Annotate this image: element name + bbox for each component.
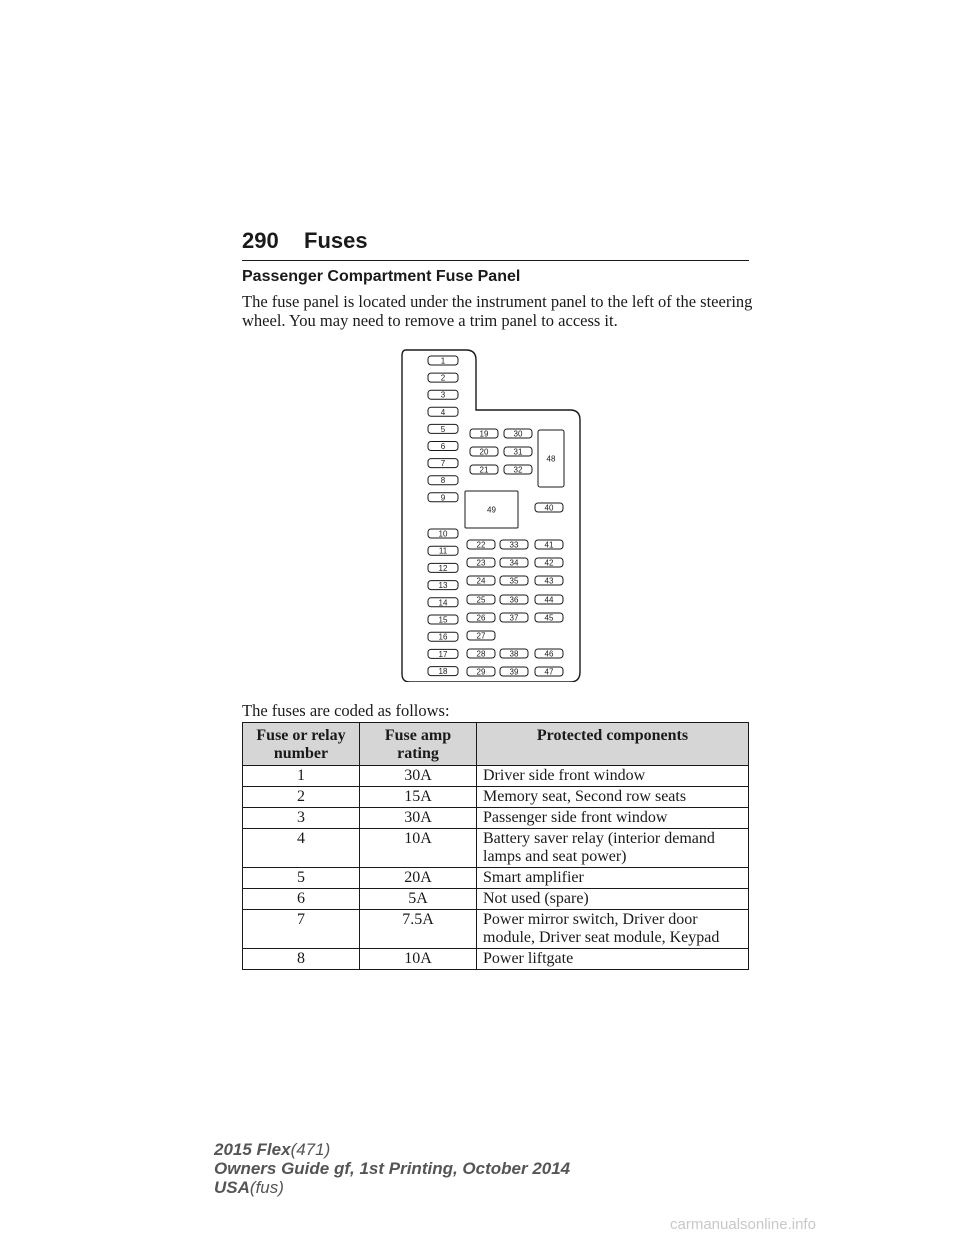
relay-49-label: 49	[487, 505, 496, 515]
fuse-number: 2	[243, 787, 360, 808]
footer-model: 2015 Flex	[214, 1140, 291, 1159]
fuse-20	[470, 447, 498, 457]
fuse-1-label: 1	[440, 356, 446, 366]
fuse-34-label: 34	[509, 558, 519, 568]
fuse-11-label: 11	[438, 546, 448, 556]
fuse-13	[428, 581, 458, 591]
amp-rating: 10A	[360, 829, 477, 868]
protected-components: Battery saver relay (interior demand lamps and seat power)	[477, 829, 749, 868]
footer-guide: Owners Guide gf, 1st Printing, October 2014	[214, 1159, 571, 1178]
fuse-6	[428, 442, 458, 452]
fuse-43	[535, 576, 563, 586]
fuse-8	[428, 476, 458, 486]
fuse-37-label: 37	[509, 613, 519, 623]
fuse-16	[428, 632, 458, 642]
fuse-number: 4	[243, 829, 360, 868]
panel-subheading: Passenger Compartment Fuse Panel	[242, 268, 521, 285]
fuse-18-label: 18	[438, 667, 448, 677]
table-row	[243, 949, 749, 970]
fuse-42	[535, 558, 563, 568]
protected-components: Power liftgate	[477, 949, 749, 970]
fuse-22-label: 22	[476, 540, 486, 550]
fuse-12	[428, 563, 458, 573]
fuse-33	[500, 540, 528, 550]
relay-49	[465, 491, 518, 528]
fuse-42-label: 42	[544, 558, 554, 568]
fuse-39	[500, 667, 528, 677]
table-header-row	[243, 723, 749, 766]
fuse-24-label: 24	[476, 576, 486, 586]
fuse-3	[428, 390, 458, 400]
fuse-31-label: 31	[513, 447, 523, 457]
fuse-14-label: 14	[438, 598, 448, 608]
fuse-32	[504, 465, 532, 475]
protected-components: Passenger side front window	[477, 808, 749, 829]
fuse-29-label: 29	[476, 667, 486, 677]
fuse-5	[428, 424, 458, 434]
page-footer	[214, 1140, 570, 1197]
page-header	[242, 228, 749, 261]
fuse-23	[467, 558, 495, 568]
amp-rating: 5A	[360, 889, 477, 910]
fuse-table	[242, 722, 749, 970]
fuse-37	[500, 613, 528, 623]
fuse-number: 1	[243, 766, 360, 787]
table-row	[243, 829, 749, 868]
fuse-38-label: 38	[509, 649, 519, 659]
fuse-22	[467, 540, 495, 550]
fuse-17-label: 17	[438, 649, 448, 659]
protected-components: Power mirror switch, Driver door module, Driver seat module, Keypad	[477, 910, 749, 949]
fuse-27	[467, 631, 495, 641]
fuse-43-label: 43	[544, 576, 554, 586]
fuse-41-label: 41	[544, 540, 554, 550]
fuse-2	[428, 373, 458, 383]
fuse-29	[467, 667, 495, 677]
table-row	[243, 889, 749, 910]
table-row	[243, 910, 749, 949]
fuse-6-label: 6	[440, 442, 446, 451]
fuse-45-label: 45	[544, 613, 554, 623]
amp-rating: 15A	[360, 787, 477, 808]
fuse-45	[535, 613, 563, 623]
table-row	[243, 787, 749, 808]
fuse-25	[467, 595, 495, 605]
fuse-44	[535, 595, 563, 605]
header-fuse-number: Fuse or relay number	[243, 723, 360, 766]
header-protected-components: Protected components	[477, 723, 749, 766]
fuse-number: 6	[243, 889, 360, 910]
fuse-number: 3	[243, 808, 360, 829]
fuse-5-label: 5	[440, 424, 446, 434]
fuse-32-label: 32	[513, 465, 523, 475]
protected-components: Driver side front window	[477, 766, 749, 787]
protected-components: Smart amplifier	[477, 868, 749, 889]
footer-market: USA	[214, 1178, 250, 1197]
relay-48-label: 48	[546, 454, 556, 464]
fuse-16-label: 16	[438, 632, 448, 642]
page-number: 290	[242, 228, 279, 253]
fuse-17	[428, 649, 458, 659]
fuse-26	[467, 613, 495, 623]
coded-intro: The fuses are coded as follows:	[242, 701, 450, 720]
fuse-26-label: 26	[476, 613, 486, 623]
fuse-10-label: 10	[438, 529, 448, 539]
protected-components: Memory seat, Second row seats	[477, 787, 749, 808]
amp-rating: 30A	[360, 808, 477, 829]
fuse-36-label: 36	[509, 595, 519, 605]
table-row	[243, 766, 749, 787]
amp-rating: 20A	[360, 868, 477, 889]
watermark: carmanualsonline.info	[670, 1216, 816, 1233]
fuse-21	[470, 465, 498, 475]
fuse-31	[504, 447, 532, 457]
fuse-14	[428, 598, 458, 608]
fuse-11	[428, 546, 458, 556]
amp-rating: 30A	[360, 766, 477, 787]
fuse-number: 8	[243, 949, 360, 970]
fuse-3-label: 3	[440, 390, 446, 400]
fuse-28-label: 28	[476, 649, 486, 659]
fuse-44-label: 44	[544, 595, 554, 605]
fuse-number: 7	[243, 910, 360, 949]
fuse-10	[428, 529, 458, 539]
fuse-47	[535, 667, 563, 677]
fuse-23-label: 23	[476, 558, 486, 568]
amp-rating: 10A	[360, 949, 477, 970]
relay-48	[538, 430, 564, 487]
fuse-30-label: 30	[513, 429, 523, 439]
fuse-33-label: 33	[509, 540, 519, 550]
fuse-2-label: 2	[440, 373, 446, 383]
fuse-36	[500, 595, 528, 605]
intro-paragraph: The fuse panel is located under the instrument panel to the left of the steering wheel. You may need to remove a trim panel to access it.	[242, 292, 753, 330]
fuse-9	[428, 493, 458, 503]
fuse-30	[504, 429, 532, 439]
fuse-27-label: 27	[476, 631, 486, 641]
fuse-47-label: 47	[544, 667, 554, 677]
table-row	[243, 868, 749, 889]
table-row	[243, 808, 749, 829]
fuse-39-label: 39	[509, 667, 519, 677]
fuse-19	[470, 429, 498, 439]
fuse-25-label: 25	[476, 595, 486, 605]
fuse-12-label: 12	[438, 563, 448, 573]
footer-line-model	[214, 1140, 570, 1159]
fuse-18	[428, 667, 458, 677]
fuse-40	[535, 503, 563, 513]
fuse-13-label: 13	[438, 581, 448, 591]
fuse-20-label: 20	[479, 447, 489, 457]
fuse-19-label: 19	[479, 429, 489, 439]
section-title: Fuses	[304, 228, 368, 253]
fuse-40-label: 40	[544, 503, 554, 513]
amp-rating: 7.5A	[360, 910, 477, 949]
header-amp-rating: Fuse amp rating	[360, 723, 477, 766]
fuse-4	[428, 407, 458, 417]
fuse-4-label: 4	[440, 407, 446, 417]
fuse-24	[467, 576, 495, 586]
fuse-7	[428, 459, 458, 469]
fuse-46	[535, 649, 563, 659]
fuse-1	[428, 356, 458, 366]
fuse-15	[428, 615, 458, 625]
fuse-number: 5	[243, 868, 360, 889]
fuse-15-label: 15	[438, 615, 448, 625]
fuse-28	[467, 649, 495, 659]
fuse-35	[500, 576, 528, 586]
fuse-38	[500, 649, 528, 659]
protected-components: Not used (spare)	[477, 889, 749, 910]
footer-market-code: (fus)	[249, 1178, 284, 1197]
fuse-panel-diagram	[400, 348, 582, 682]
fuse-46-label: 46	[544, 649, 554, 659]
footer-line-market	[214, 1178, 570, 1197]
fuse-7-label: 7	[440, 459, 446, 469]
fuse-34	[500, 558, 528, 568]
footer-model-code: (471)	[290, 1140, 331, 1159]
fuse-21-label: 21	[479, 465, 489, 475]
fuse-41	[535, 540, 563, 550]
fuse-8-label: 8	[440, 476, 446, 486]
fuse-35-label: 35	[509, 576, 519, 586]
fuse-9-label: 9	[440, 493, 446, 503]
